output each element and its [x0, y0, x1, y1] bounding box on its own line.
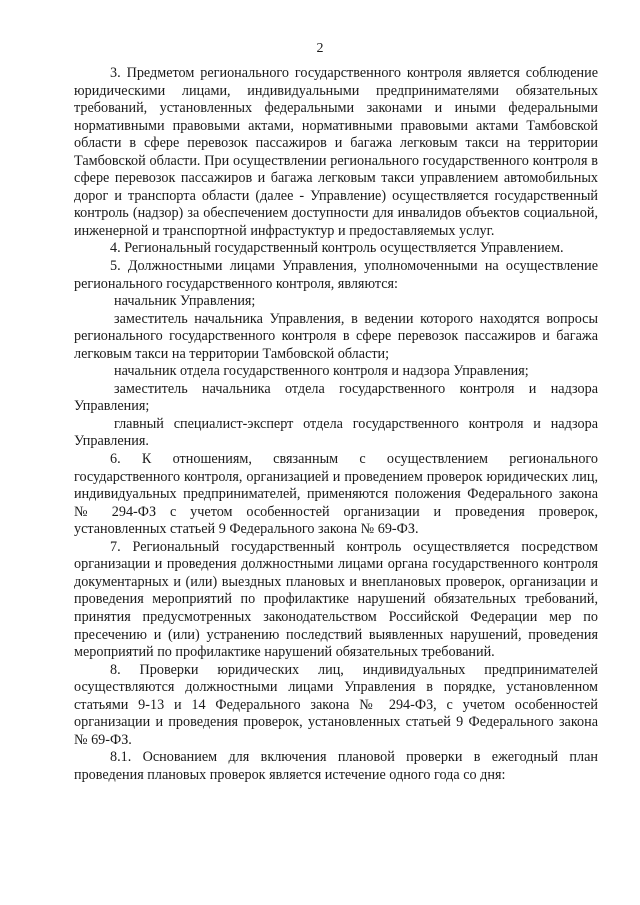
paragraph-3: 3. Предметом регионального государственного контроля является соблюдение юридическими лицами, индивидуальными предпринимателями обязательных требований, установленных федеральными законами и иными федеральными нормативными правовыми актами, нормативными правовыми актами Тамбовской области в сфере перевозок пассажиров и багажа легковым такси на территории Тамбовской области. При осуществлении регионального государственного контроля в сфере перевозок пассажиров и багажа легковым такси управлением автомобильных дорог и транспорта области (далее - Управление) осуществляется государственный контроль (надзор) за обеспечением доступности для инвалидов объектов социальной, инженерной и транспортной инфрастуктур и предоставляемых услуг. [74, 65, 598, 239]
document-body [74, 65, 598, 784]
paragraph-6: 6. К отношениям, связанным с осуществлением регионального государственного контроля, организацией и проведением проверок юридических лиц, индивидуальных предпринимателей, применяются положения Федерального закона № 294-ФЗ с учетом особенностей организации и проведения проверок, установленных статьей 9 Федерального закона № 69-ФЗ. [74, 451, 598, 538]
official-role-head: начальник Управления; [114, 293, 256, 310]
official-role-deputy-department-head: заместитель начальника отдела государственного контроля и надзора Управления; [74, 380, 598, 415]
official-role-deputy-head: заместитель начальника Управления, в ведении которого находятся вопросы регионального государственного контроля в сфере перевозок пассажиров и багажа легковым такси на территории Тамбовской области; [74, 310, 598, 362]
paragraph-8-1: 8.1. Основанием для включения плановой проверки в ежегодный план проведения плановых проверок является истечение одного года со дня: [74, 749, 598, 783]
paragraph-7: 7. Региональный государственный контроль осуществляется посредством организации и проведения должностными лицами органа государственного контроля документарных и (или) выездных плановых и внеплановых проверок, организации и проведения мероприятий по профилактике нарушений обязательных требований, принятия предусмотренных законодательством Российской Федерации мер по пресечению и (или) устранению последствий выявленных нарушений, проведения мероприятий по профилактике нарушений обязательных требований. [74, 538, 598, 661]
page-number: 2 [316, 41, 324, 56]
paragraph-8: 8. Проверки юридических лиц, индивидуальных предпринимателей осуществляются должностными лицами Управления в порядке, установленном статьями 9-13 и 14 Федерального закона № 294-ФЗ, с учетом особенностей организации и проведения проверок, установленных статьей 9 Федерального закона № 69-ФЗ. [74, 661, 598, 748]
official-role-department-head: начальник отдела государственного контроля и надзора Управления; [114, 363, 529, 380]
paragraph-4: 4. Региональный государственный контроль осуществляется Управлением. [110, 240, 564, 257]
paragraph-5: 5. Должностными лицами Управления, уполномоченными на осуществление регионального государственного контроля, являются: [74, 258, 598, 292]
official-role-chief-specialist: главный специалист-эксперт отдела государственного контроля и надзора Управления. [74, 415, 598, 450]
